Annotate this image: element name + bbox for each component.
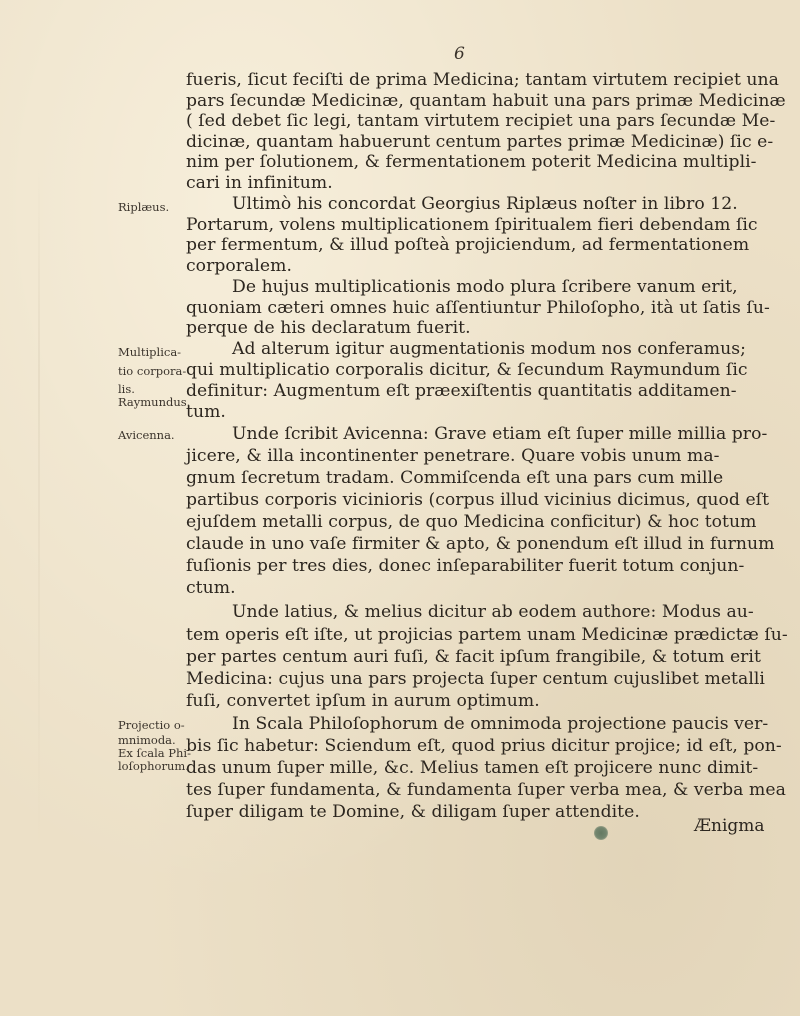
text-line: fuſi, convertet ipſum in aurum optimum. bbox=[186, 691, 540, 711]
margin-note-line: mnimoda. bbox=[118, 733, 176, 747]
text-line: corporalem. bbox=[186, 256, 292, 276]
margin-note-line: Avicenna. bbox=[118, 428, 175, 442]
text-line: gnum ſecretum tradam. Commiſcenda eſt una pars cum mille bbox=[186, 468, 724, 488]
text-line: perque de his declaratum fuerit. bbox=[186, 318, 471, 338]
text-line: definitur: Augmentum eſt præexiſtentis quantitatis additamen- bbox=[186, 381, 737, 401]
text-line: fuſionis per tres dies, donec inſeparabiliter fuerit totum conjun- bbox=[186, 556, 745, 576]
text-line: claude in uno vaſe firmiter & apto, & ponendum eſt illud in furnum bbox=[186, 534, 775, 554]
margin-note-line: Raymundus. bbox=[118, 395, 191, 409]
margin-note-line: Projectio o- bbox=[118, 718, 185, 732]
text-line: fueris, ſicut feciſti de prima Medicina; tantam virtutem recipiet una bbox=[186, 70, 779, 90]
text-line: tum. bbox=[186, 402, 226, 422]
text-line: ejuſdem metalli corpus, de quo Medicina conficitur) & hoc totum bbox=[186, 512, 757, 532]
ink-spot bbox=[594, 826, 608, 840]
margin-note-line: loſophorum. bbox=[118, 759, 189, 773]
text-line: nim per ſolutionem, & fermentationem poterit Medicina multipli- bbox=[186, 152, 757, 172]
page-edge-shading bbox=[38, 160, 40, 860]
text-line: ſuper diligam te Domine, & diligam ſuper attendite. bbox=[186, 802, 640, 822]
text-line: Unde latius, & melius dicitur ab eodem authore: Modus au- bbox=[232, 602, 754, 622]
text-line: cari in infinitum. bbox=[186, 173, 333, 193]
catchword: Ænigma bbox=[694, 816, 765, 836]
text-line: ctum. bbox=[186, 578, 236, 598]
margin-note-line: tio corpora- bbox=[118, 364, 187, 378]
page-number: 6 bbox=[454, 44, 465, 64]
text-line: partibus corporis vicinioris (corpus illud vicinius dicimus, quod eſt bbox=[186, 490, 770, 510]
text-line: quoniam cæteri omnes huic aſſentiuntur Philoſopho, ità ut ſatis ſu- bbox=[186, 298, 770, 318]
text-line: Ultimò his concordat Georgius Riplæus noſter in libro 12. bbox=[232, 194, 738, 214]
text-line: jicere, & illa incontinenter penetrare. Quare vobis unum ma- bbox=[186, 446, 720, 466]
text-line: tes ſuper fundamenta, & fundamenta ſuper verba mea, & verba mea bbox=[186, 780, 786, 800]
text-line: per partes centum auri fuſi, & facit ipſum frangibile, & totum erit bbox=[186, 647, 761, 667]
text-line: bis ſic habetur: Sciendum eſt, quod prius dicitur projice; id eſt, pon- bbox=[186, 736, 782, 756]
text-line: Ad alterum igitur augmentationis modum nos conferamus; bbox=[232, 339, 746, 359]
text-line: Portarum, volens multiplicationem ſpiritualem fieri debendam ſic bbox=[186, 215, 758, 235]
text-line: tem operis eſt iſte, ut projicias partem unam Medicinæ prædictæ ſu- bbox=[186, 625, 788, 645]
text-line: ( ſed debet ſic legi, tantam virtutem recipiet una pars ſecundæ Me- bbox=[186, 111, 776, 131]
text-line: pars ſecundæ Medicinæ, quantam habuit una pars primæ Medicinæ bbox=[186, 91, 786, 111]
text-line: Unde ſcribit Avicenna: Grave etiam eſt ſuper mille millia pro- bbox=[232, 424, 768, 444]
text-line: per fermentum, & illud poſteà projiciendum, ad fermentationem bbox=[186, 235, 750, 255]
text-line: qui multiplicatio corporalis dicitur, & ſecundum Raymundum ſic bbox=[186, 360, 748, 380]
text-line: In Scala Philoſophorum de omnimoda projectione paucis ver- bbox=[232, 714, 769, 734]
margin-note-line: lis. bbox=[118, 382, 135, 396]
margin-note-line: Riplæus. bbox=[118, 200, 170, 214]
text-line: De hujus multiplicationis modo plura ſcribere vanum erit, bbox=[232, 277, 738, 297]
margin-note-line: Multiplica- bbox=[118, 345, 182, 359]
text-line: das unum ſuper mille, &c. Melius tamen eſt projicere nunc dimit- bbox=[186, 758, 759, 778]
text-line: Medicina: cujus una pars projecta ſuper centum cujuslibet metalli bbox=[186, 669, 765, 689]
margin-note-line: Ex ſcala Phi- bbox=[118, 746, 191, 760]
text-line: dicinæ, quantam habuerunt centum partes primæ Medicinæ) ſic e- bbox=[186, 132, 774, 152]
